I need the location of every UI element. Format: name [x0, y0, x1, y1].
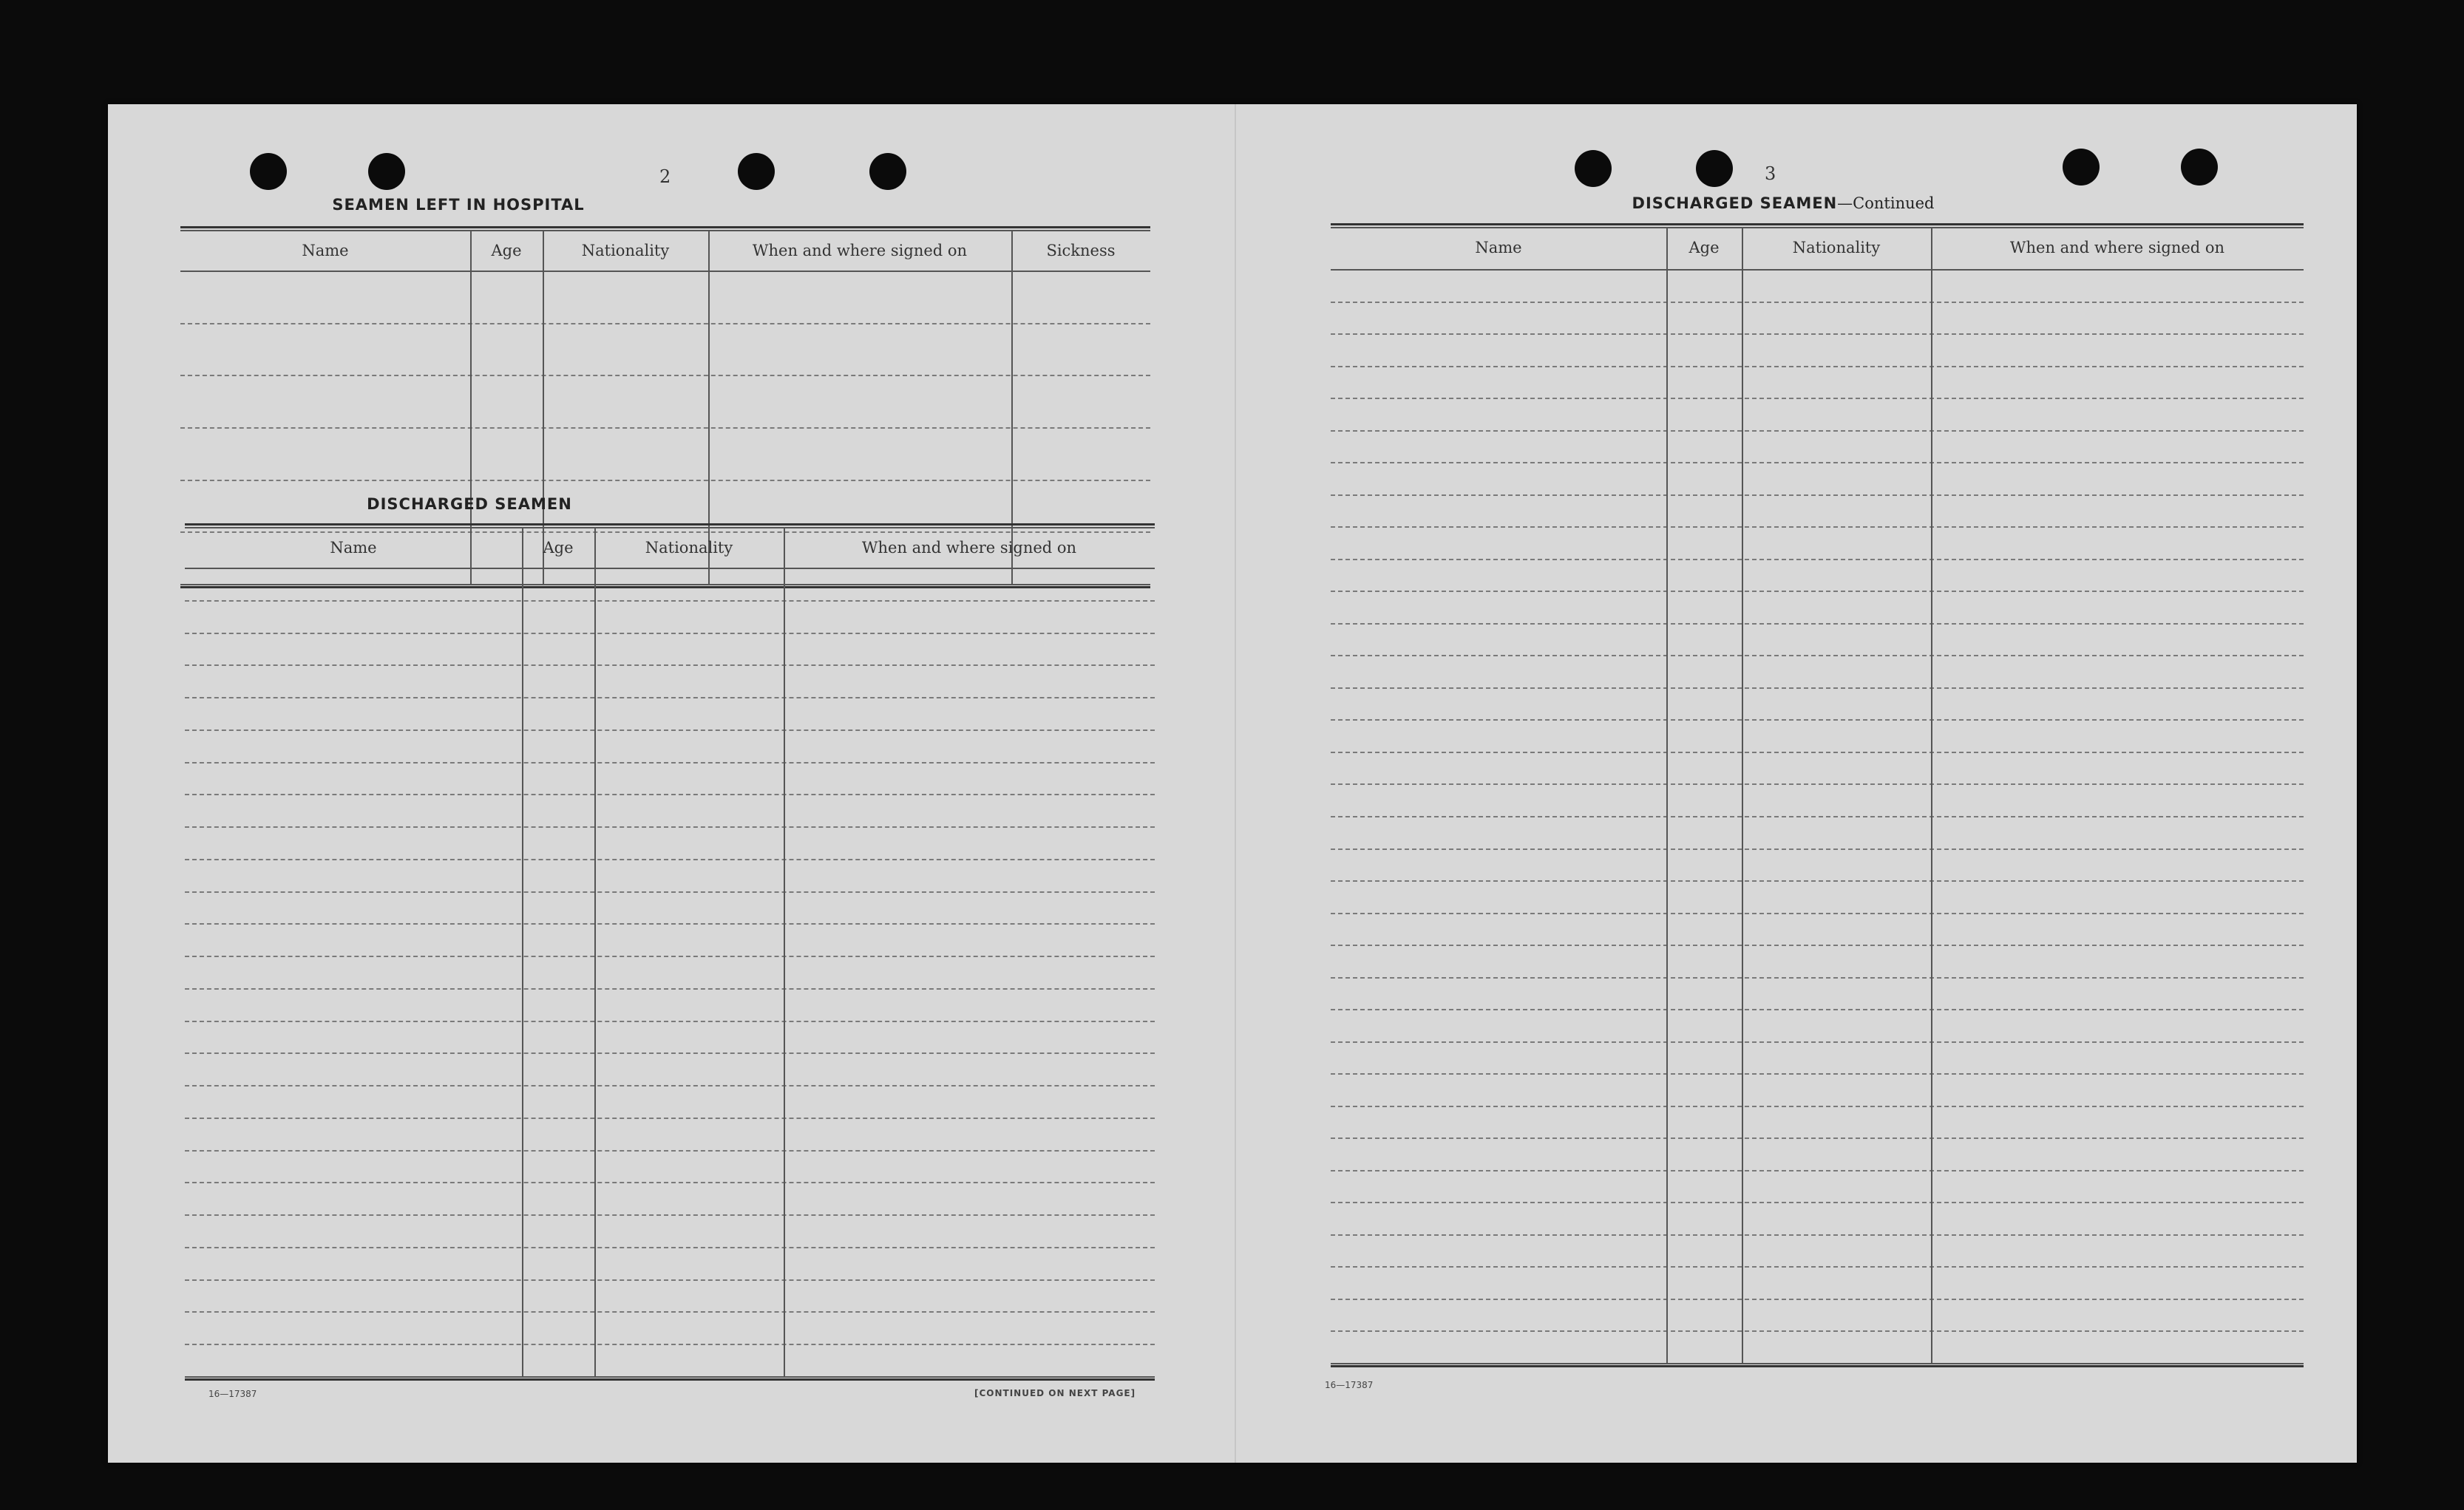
table-row [185, 1247, 1155, 1248]
table-row [185, 923, 1155, 925]
table-row [185, 859, 1155, 860]
table-row [185, 1214, 1155, 1216]
table-row [1331, 398, 2304, 399]
col-header-signed-on: When and where signed on [752, 242, 968, 259]
table-top-rule [185, 523, 1155, 528]
table-row [1331, 687, 2304, 689]
table-row [1331, 462, 2304, 463]
table-row [1331, 1073, 2304, 1075]
col-header-nationality: Nationality [581, 242, 670, 259]
col-header-name: Name [302, 242, 349, 259]
left-page [108, 104, 1235, 1463]
table-row [185, 1021, 1155, 1022]
table-row [1331, 559, 2304, 560]
table-row [185, 1150, 1155, 1152]
table-row [180, 427, 1150, 429]
table-row [1331, 302, 2304, 303]
punch-hole [2063, 149, 2100, 186]
table-row [185, 794, 1155, 795]
table-row [185, 600, 1155, 602]
table-row [185, 664, 1155, 666]
table-row [185, 1344, 1155, 1345]
table-row [185, 633, 1155, 634]
discharged-continued-title-suffix: —Continued [1837, 194, 1935, 212]
table-row [1331, 1041, 2304, 1043]
table-row [1331, 977, 2304, 979]
col-header-signed-on: When and where signed on [861, 539, 1077, 557]
form-number: 16—17387 [1325, 1380, 1374, 1390]
punch-hole [1575, 150, 1612, 187]
col-header-age: Age [491, 242, 522, 259]
header-rule [1331, 269, 2304, 271]
table-row [1331, 752, 2304, 753]
table-row [185, 730, 1155, 731]
table-row [1331, 655, 2304, 656]
table-row [1331, 430, 2304, 432]
hospital-section-title: SEAMEN LEFT IN HOSPITAL [332, 196, 585, 214]
punch-hole [869, 153, 906, 190]
table-header [185, 528, 1155, 557]
table-row [185, 988, 1155, 990]
table-row [180, 375, 1150, 376]
table-row [185, 762, 1155, 763]
discharged-continued-title-main: DISCHARGED SEAMEN [1632, 194, 1838, 212]
column-divider [1742, 228, 1743, 1363]
col-header-name: Name [330, 539, 377, 557]
header-rule [180, 271, 1150, 272]
continued-note: [CONTINUED ON NEXT PAGE] [974, 1388, 1136, 1398]
table-row [1331, 1137, 2304, 1139]
table-row [1331, 945, 2304, 946]
table-row [1331, 526, 2304, 528]
table-row [185, 1311, 1155, 1313]
discharged-section-title: DISCHARGED SEAMEN [367, 495, 572, 513]
table-bottom-rule [1331, 1363, 2304, 1367]
table-row [1331, 494, 2304, 496]
table-row [1331, 816, 2304, 817]
table-row [180, 480, 1150, 481]
table-row [185, 1182, 1155, 1183]
col-header-nationality: Nationality [645, 539, 733, 557]
table-header [1331, 228, 2304, 256]
table-row [185, 891, 1155, 893]
table-header [180, 231, 1150, 259]
table-row [1331, 719, 2304, 721]
table-row [1331, 1106, 2304, 1107]
table-row [1331, 880, 2304, 882]
table-row [1331, 366, 2304, 367]
discharged-continued-table [1331, 223, 2304, 1367]
page-number: 2 [659, 166, 671, 187]
column-divider [594, 528, 596, 1376]
column-divider [522, 528, 523, 1376]
table-row [185, 956, 1155, 957]
table-row [1331, 623, 2304, 625]
table-row [1331, 1330, 2304, 1332]
punch-hole [368, 153, 405, 190]
table-top-rule [180, 226, 1150, 231]
header-rule [185, 568, 1155, 569]
col-header-sickness: Sickness [1046, 242, 1116, 259]
right-page [1235, 104, 2357, 1463]
table-row [185, 1118, 1155, 1119]
punch-hole [1696, 150, 1733, 187]
col-header-age: Age [1689, 239, 1720, 256]
table-row [1331, 591, 2304, 592]
table-row [1331, 783, 2304, 785]
punch-hole [2181, 149, 2218, 186]
column-divider [1931, 228, 1932, 1363]
table-row [1331, 1299, 2304, 1300]
discharged-continued-title [1591, 194, 1975, 212]
table-row [1331, 848, 2304, 850]
table-row [1331, 913, 2304, 914]
col-header-nationality: Nationality [1792, 239, 1881, 256]
col-header-name: Name [1475, 239, 1522, 256]
punch-hole [738, 153, 775, 190]
form-sheet [108, 104, 2357, 1463]
table-row [1331, 1234, 2304, 1236]
table-row [185, 826, 1155, 828]
page-number: 3 [1765, 163, 1776, 184]
table-row [185, 1279, 1155, 1281]
table-bottom-rule [185, 1376, 1155, 1381]
table-row [185, 697, 1155, 698]
column-divider [1666, 228, 1668, 1363]
form-number: 16—17387 [208, 1389, 257, 1399]
table-row [180, 323, 1150, 324]
col-header-age: Age [543, 539, 574, 557]
table-row [1331, 1202, 2304, 1203]
col-header-signed-on: When and where signed on [2009, 239, 2225, 256]
punch-hole [250, 153, 287, 190]
table-top-rule [1331, 223, 2304, 228]
table-row [1331, 1266, 2304, 1268]
table-row [1331, 1009, 2304, 1010]
table-row [185, 1085, 1155, 1086]
table-row [1331, 1170, 2304, 1171]
table-row [1331, 333, 2304, 335]
table-row [185, 1052, 1155, 1054]
column-divider [784, 528, 785, 1376]
discharged-table [185, 523, 1155, 1381]
